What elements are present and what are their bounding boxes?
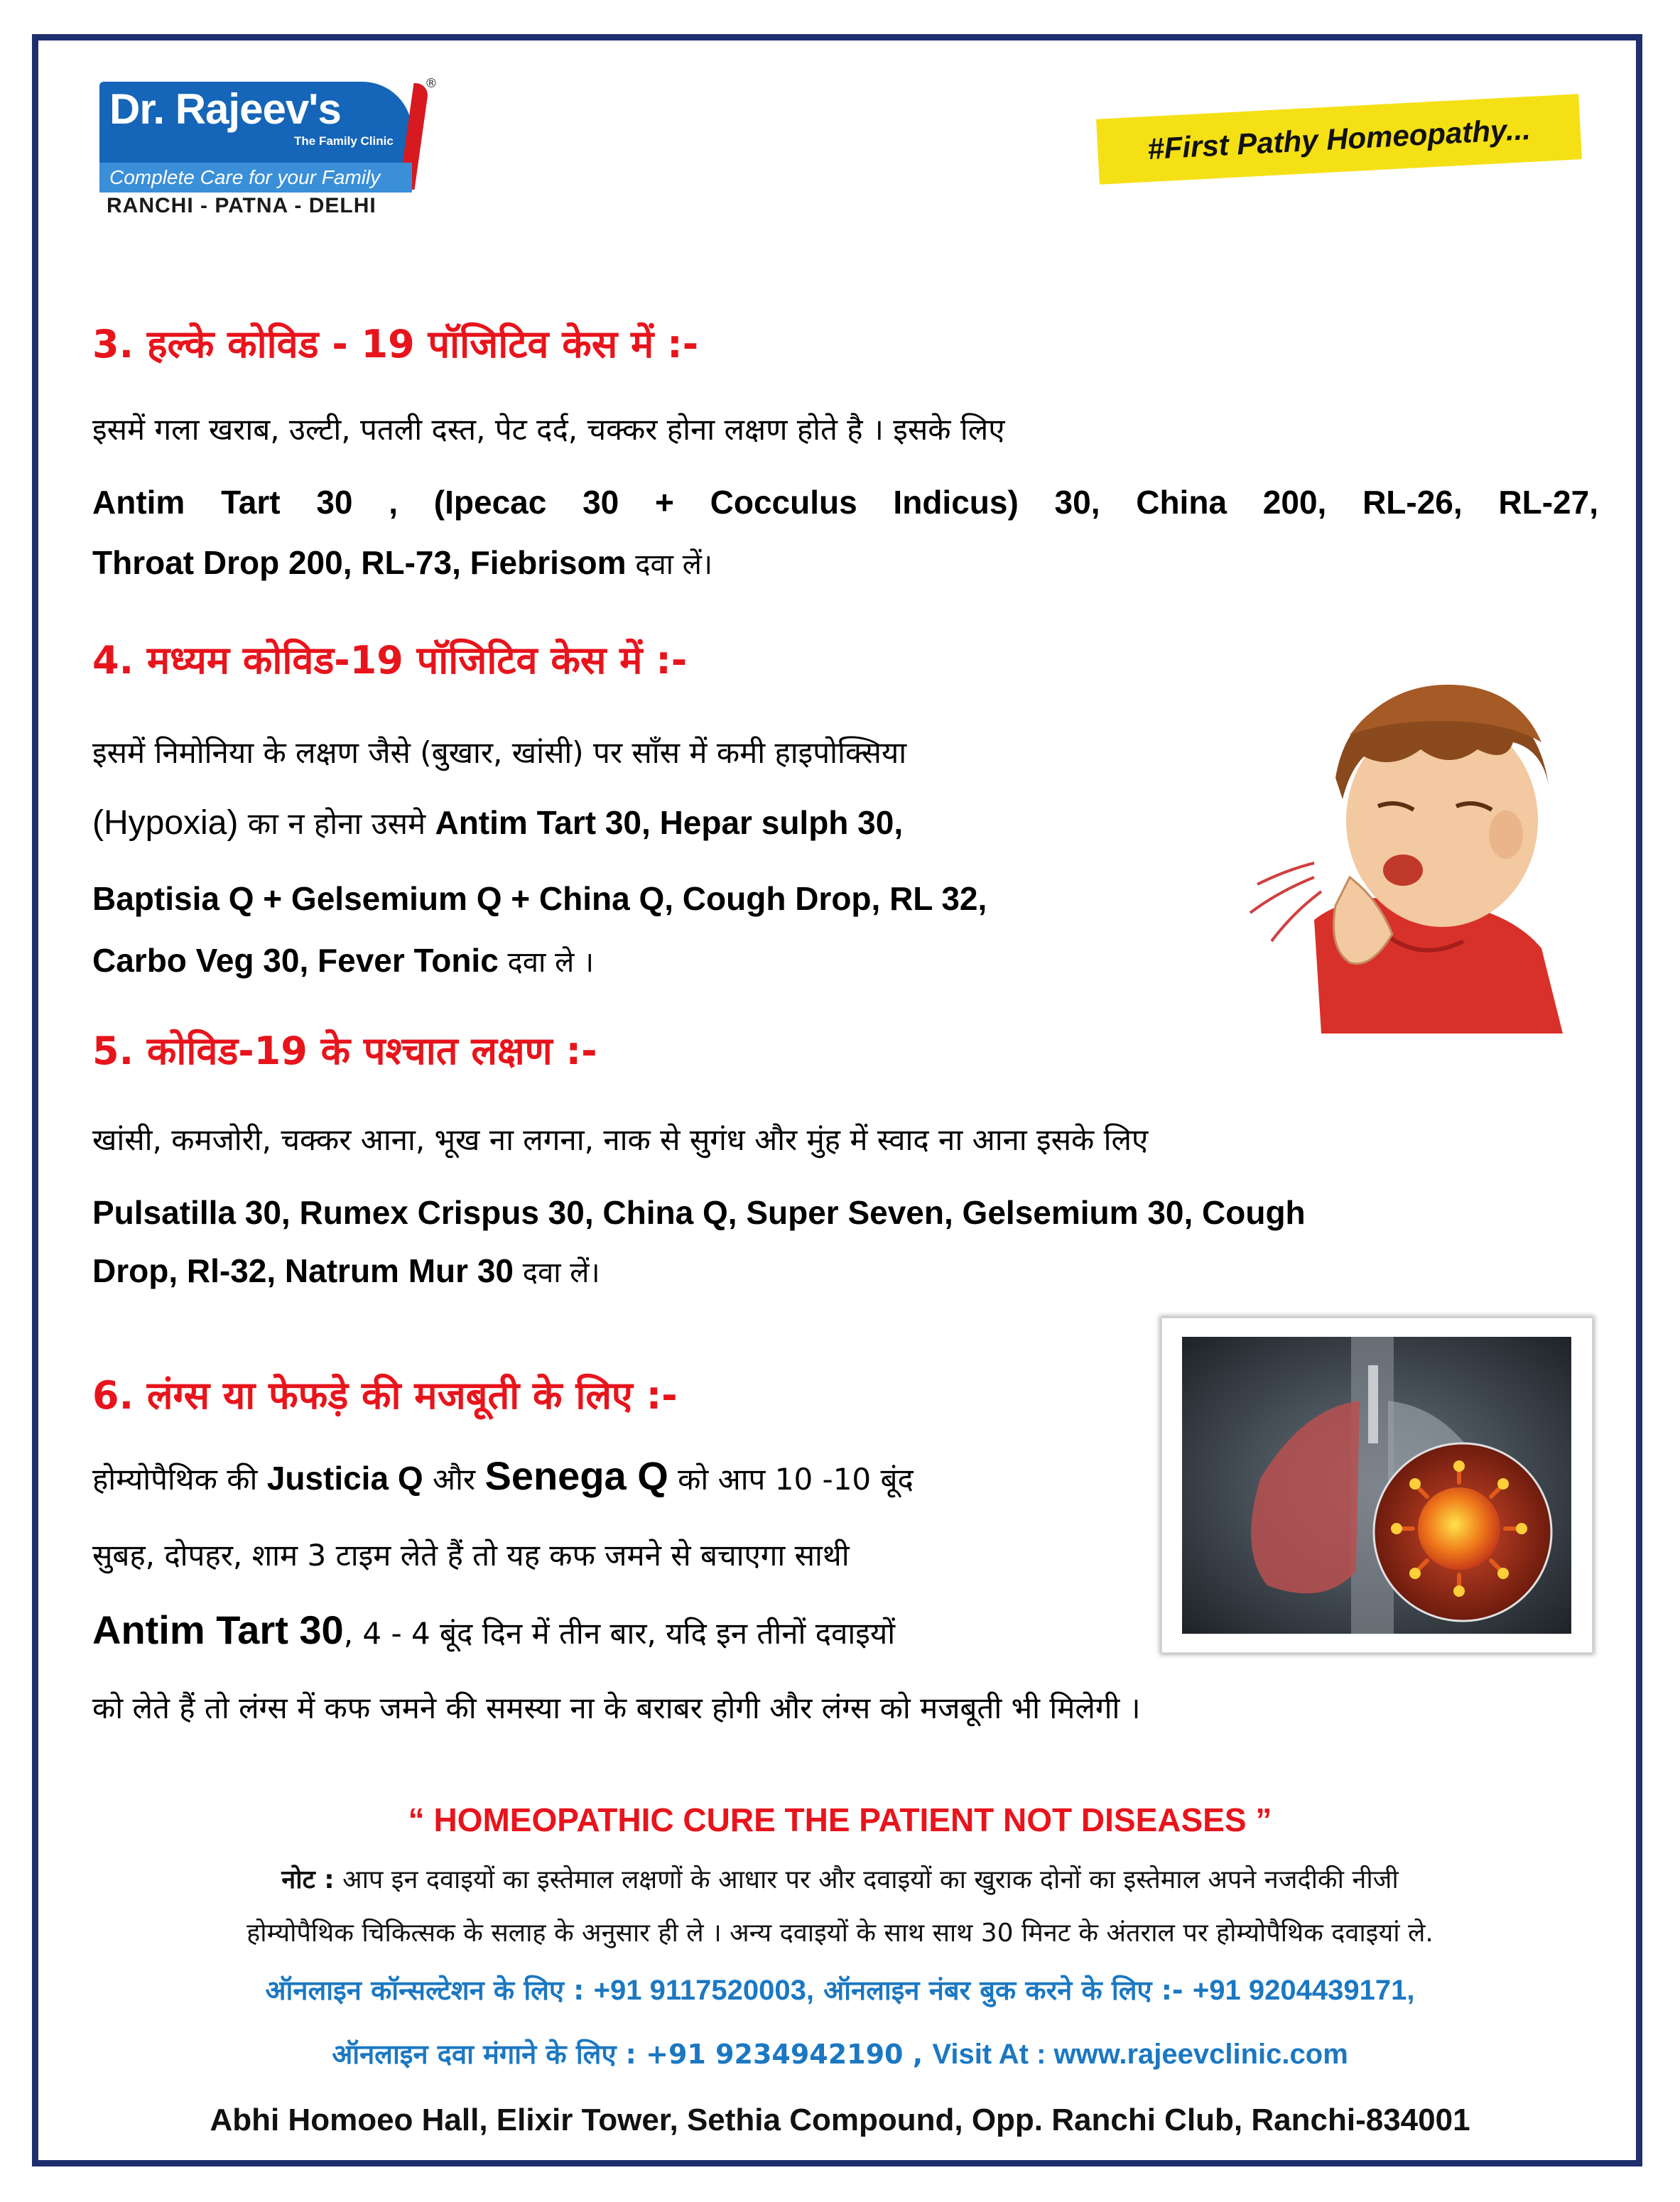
first-pathy-banner: #First Pathy Homeopathy... xyxy=(1096,94,1582,184)
section-3-medicines-line2 xyxy=(92,543,712,582)
logo-registered-mark: ® xyxy=(425,76,438,91)
clinic-address: Abhi Homoeo Hall, Elixir Tower, Sethia Compound, Opp. Ranchi Club, Ranchi-834001 xyxy=(210,2103,1470,2137)
note-line1 xyxy=(0,1861,1680,1896)
section-5-suffix: दवा लें। xyxy=(514,1257,600,1289)
book-label: ऑनलाइन नंबर बुक करने के लिए :- xyxy=(813,1975,1193,2006)
homeopathic-quote: “ HOMEOPATHIC CURE THE PATIENT NOT DISEASES ” xyxy=(408,1801,1272,1838)
section-3-suffix: दवा लें। xyxy=(626,548,713,581)
logo-tagline: Complete Care for your Family xyxy=(99,163,412,192)
order-label: ऑनलाइन दवा मंगाने के लिए : xyxy=(332,2039,646,2070)
s6-l1a: होम्योपैथिक की xyxy=(92,1462,267,1497)
order-line xyxy=(0,2035,1680,2072)
section-4-meds-a: Antim Tart 30, Hepar sulph 30, xyxy=(435,804,904,841)
justicia-q: Justicia Q xyxy=(266,1460,423,1497)
section-4-heading: 4. मध्यम कोविड-19 पॉजिटिव केस में :- xyxy=(92,638,688,683)
logo-cities: RANCHI - PATNA - DELHI xyxy=(107,194,376,217)
section-3-description: इसमें गला खराब, उल्टी, पतली दस्त, पेट दर्द, चक्कर होना लक्षण होते है । इसके लिए xyxy=(92,412,1005,447)
clinic-logo xyxy=(94,75,449,224)
section-6-heading: 6. लंग्स या फेफड़े की मजबूती के लिए :- xyxy=(92,1373,678,1418)
s6-l1e: को आप 10 -10 बूंद xyxy=(668,1462,914,1497)
section-4-line2 xyxy=(92,803,903,843)
book-phone[interactable]: +91 9204439171, xyxy=(1192,1975,1415,2006)
section-4-line3: Baptisia Q + Gelsemium Q + China Q, Cough Drop, RL 32, xyxy=(92,880,987,917)
s6-l3b: , 4 - 4 बूंद दिन में तीन बार, यदि इन तीनों दवाइयों xyxy=(343,1616,896,1651)
section-6-line4: को लेते हैं तो लंग्स में कफ जमने की समस्या ना के बराबर होगी और लंग्स को मजबूती भी मिलेगी । xyxy=(92,1691,1141,1725)
section-6-line2: सुबह, दोपहर, शाम 3 टाइम लेते हैं तो यह कफ जमने से बचाएगा साथी xyxy=(92,1538,850,1573)
lungs-virus-picture xyxy=(1182,1337,1571,1634)
section-5-medicines-line1: Pulsatilla 30, Rumex Crispus 30, China Q, Super Seven, Gelsemium 30, Cough xyxy=(92,1194,1306,1231)
senega-q: Senega Q xyxy=(484,1453,668,1498)
section-3-medicines: Throat Drop 200, RL-73, Fiebrisom xyxy=(92,544,627,581)
section-4-line4 xyxy=(92,941,594,980)
hypoxia-term: (Hypoxia) xyxy=(92,804,239,842)
logo-subtitle: The Family Clinic xyxy=(294,134,394,148)
section-4-line1: इसमें निमोनिया के लक्षण जैसे (बुखार, खांसी) पर साँस में कमी हाइपोक्सिया xyxy=(92,735,907,770)
section-5-medicines-line2 xyxy=(92,1252,600,1291)
logo-name: Dr. Rajeev's xyxy=(109,85,341,133)
coughing-boy-illustration xyxy=(1208,664,1605,1034)
consult-label: ऑनलाइन कॉन्सल्टेशन के लिए : xyxy=(265,1975,594,2006)
section-5-heading: 5. कोविड-19 के पश्चात लक्षण :- xyxy=(92,1029,597,1073)
section-4-suffix: दवा ले । xyxy=(498,946,595,979)
section-3-heading: 3. हल्के कोविड - 19 पॉजिटिव केस में :- xyxy=(92,322,699,367)
note-line2: होम्योपैथिक चिकित्सक के सलाह के अनुसार ही ले । अन्य दवाइयों के साथ साथ 30 मिनट के अंतराल पर होम्योपैथिक दवाइयां ले. xyxy=(246,1919,1434,1948)
section-6-line3 xyxy=(92,1607,895,1653)
consult-phone[interactable]: +91 9117520003, xyxy=(593,1975,814,2006)
website-link[interactable]: Visit At : www.rajeevclinic.com xyxy=(932,2039,1348,2070)
section-6-line1 xyxy=(92,1453,914,1499)
section-5-description: खांसी, कमजोरी, चक्कर आना, भूख ना लगना, नाक से सुगंध और मुंह में स्वाद ना आना इसके लिए xyxy=(92,1122,1149,1157)
s6-l1c: और xyxy=(423,1462,485,1497)
section-5-medicines: Drop, Rl-32, Natrum Mur 30 xyxy=(92,1252,514,1289)
section-4-meds-b: Carbo Veg 30, Fever Tonic xyxy=(92,942,499,979)
section-3-medicines-line1: Antim Tart 30 , (Ipecac 30 + Cocculus Indicus) 30, China 200, RL-26, RL-27, xyxy=(92,484,1598,521)
consultation-line xyxy=(0,1971,1680,2008)
note-label: नोट : xyxy=(281,1865,335,1894)
note-text1: आप इन दवाइयों का इस्तेमाल लक्षणों के आधार पर और दवाइयों का खुराक दोनों का इस्तेमाल अपने नजदीकी नीजी xyxy=(334,1865,1399,1894)
antim-tart-30: Antim Tart 30 xyxy=(92,1607,344,1652)
section-4-line2-hindi: का न होना उसमे xyxy=(238,806,435,841)
order-phone[interactable]: +91 9234942190 , xyxy=(646,2039,933,2070)
lungs-virus-image xyxy=(1161,1318,1593,1653)
